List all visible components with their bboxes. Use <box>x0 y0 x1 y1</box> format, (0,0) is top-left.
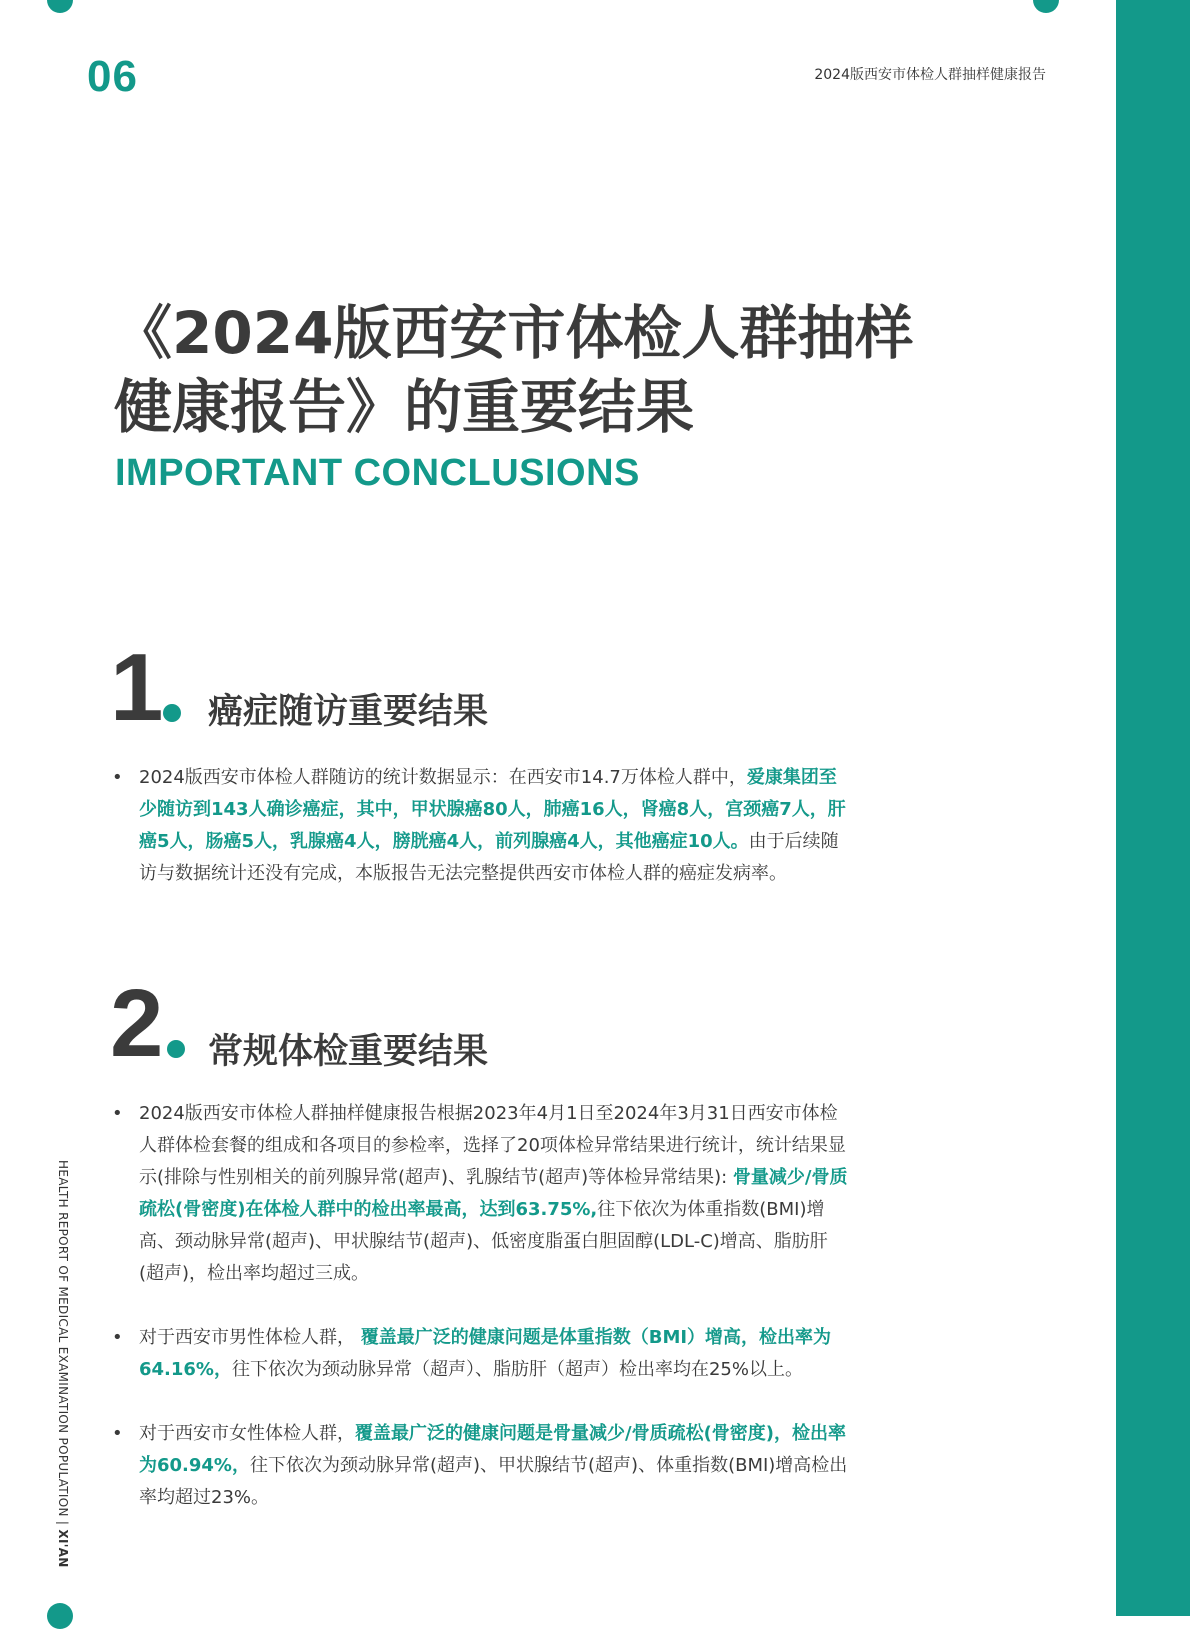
bullet-highlight: 覆盖最广泛的健康问题是骨量减少/骨质疏松(骨密度)，检出率为60.94%， <box>139 1423 847 1476</box>
bullet-marker: • <box>112 1327 123 1348</box>
page-subtitle: IMPORTANT CONCLUSIONS <box>115 452 640 494</box>
bullet-text-end: 往下依次为颈动脉异常（超声）、脂肪肝（超声）检出率均在25%以上。 <box>231 1359 803 1380</box>
bullet-marker: • <box>112 767 123 788</box>
side-label-separator: | <box>56 1520 70 1526</box>
section-1-bullet-1 <box>112 762 852 890</box>
bottom-left-dot <box>47 1603 73 1629</box>
page-number: 06 <box>87 52 138 101</box>
bullet-highlight: 覆盖最广泛的健康问题是体重指数（BMI）增高，检出率为64.16%， <box>139 1327 832 1380</box>
section-1-dot <box>163 704 181 722</box>
header-report-title: 2024版西安市体检人群抽样健康报告 <box>814 67 1046 83</box>
bullet-text: 2024版西安市体检人群随访的统计数据显示：在西安市14.7万体检人群中， <box>139 767 747 788</box>
section-2-number: 2 <box>110 970 164 1077</box>
bullet-text-end: 往下依次为颈动脉异常(超声)、甲状腺结节(超声)、体重指数(BMI)增高检出率均超过23%。 <box>139 1455 848 1508</box>
page-title <box>114 296 914 444</box>
page-title-line1: 《2024版西安市体检人群抽样 <box>114 299 914 367</box>
section-2-bullet-3 <box>112 1418 852 1514</box>
bullet-marker: • <box>112 1423 123 1444</box>
right-accent-band <box>1116 0 1190 1616</box>
bullet-highlight: 骨量减少/骨质疏松(骨密度)在体检人群中的检出率最高，达到63.75%, <box>139 1167 848 1220</box>
side-label-text: HEALTH REPORT OF MEDICAL EXAMINATION POPULATION <box>56 1160 70 1517</box>
section-2-dot <box>167 1040 185 1058</box>
bullet-text-end: 由于后续随访与数据统计还没有完成，本版报告无法完整提供西安市体检人群的癌症发病率。 <box>139 831 839 884</box>
bullet-text: 对于西安市男性体检人群， <box>139 1327 361 1348</box>
bullet-text: 对于西安市女性体检人群， <box>139 1423 355 1444</box>
bullet-marker: • <box>112 1103 123 1124</box>
section-2-bullet-1 <box>112 1098 852 1290</box>
section-2-bullet-2 <box>112 1322 852 1386</box>
bullet-text-end: 往下依次为体重指数(BMI)增高、颈动脉异常(超声)、甲状腺结节(超声)、低密度脂蛋白胆固醇(LDL-C)增高、脂肪肝(超声)，检出率均超过三成。 <box>139 1199 828 1284</box>
bullet-text: 2024版西安市体检人群抽样健康报告根据2023年4月1日至2024年3月31日西安市体检人群体检套餐的组成和各项目的参检率，选择了20项体检异常结果进行统计，统计结果显示(排除与性别相关的前列腺异常(超声)、乳腺结节(超声)等体检异常结果): <box>139 1103 846 1188</box>
section-1-number: 1 <box>110 634 164 741</box>
side-label-city: XI'AN <box>56 1529 70 1568</box>
top-left-dot <box>47 0 73 13</box>
side-label <box>56 1160 70 1568</box>
bullet-highlight: 爱康集团至少随访到143人确诊癌症，其中，甲状腺癌80人，肺癌16人，肾癌8人，宫颈癌7人，肝癌5人，肠癌5人，乳腺癌4人，膀胱癌4人，前列腺癌4人，其他癌症10人。 <box>139 767 846 852</box>
top-right-dot <box>1033 0 1059 13</box>
section-1-title: 癌症随访重要结果 <box>208 692 489 732</box>
page-title-line2: 健康报告》的重要结果 <box>114 373 695 441</box>
section-2-title: 常规体检重要结果 <box>208 1032 489 1072</box>
